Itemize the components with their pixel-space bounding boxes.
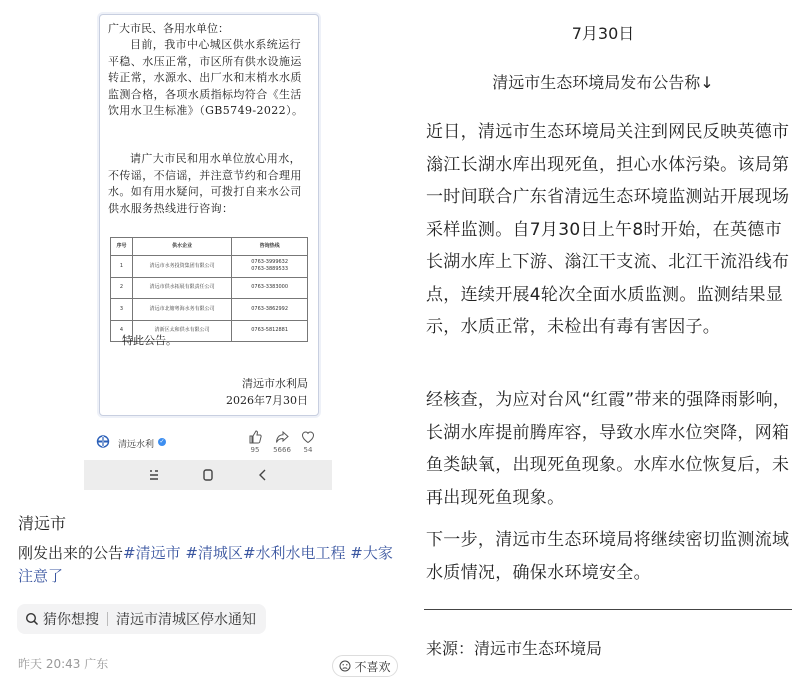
- related-search-pill[interactable]: [17, 604, 266, 634]
- post-meta: 昨天 20:43 广东: [18, 657, 109, 671]
- hashtag-link[interactable]: #水利水电工程: [242, 544, 346, 562]
- article-headline: 清远市生态环境局发布公告称↓: [492, 73, 714, 92]
- article-paragraph-1: 近日，清远市生态环境局关注到网民反映英德市滃江长湖水库出现死鱼，担心水体污染。该局第一时间联合广东省清远生态环境监测站开展现场采样监测。自7月30日上午8时开始，在英德市长湖水库上下游、滃江干支流、北江干流沿线布点，连续开展4轮次全面水质监测。监测结果显示，水质正常，未检出有毒有害因子。: [426, 122, 790, 337]
- post-author[interactable]: 清远市: [18, 514, 67, 533]
- table-cell-company: 清新区太和供水有限公司: [132, 320, 231, 342]
- dislike-button[interactable]: [332, 655, 398, 677]
- hashtag-link[interactable]: #大家注意了: [18, 544, 393, 585]
- search-query: 清远市清城区停水通知: [116, 612, 256, 628]
- table-cell-hotline: 0763-3862992: [232, 299, 308, 321]
- table-header: 序号: [111, 238, 133, 256]
- search-icon: [25, 612, 39, 626]
- table-cell-hotline: 0763-3383000: [232, 277, 308, 299]
- home-icon[interactable]: [200, 467, 216, 483]
- back-icon[interactable]: [255, 467, 271, 483]
- recent-apps-icon[interactable]: [146, 467, 162, 483]
- like-button[interactable]: [243, 430, 267, 454]
- table-header: 咨询热线: [232, 238, 308, 256]
- table-cell-no: 3: [111, 299, 133, 321]
- hashtag-link[interactable]: #清城区: [180, 544, 243, 562]
- dislike-label: 不喜欢: [354, 659, 391, 674]
- table-row: [111, 277, 308, 299]
- like-count: 95: [250, 446, 260, 454]
- notice-date: 2026年7月30日: [226, 394, 308, 407]
- table-row: [111, 299, 308, 321]
- table-cell-hotline: 0763-5812881: [232, 320, 308, 342]
- sad-face-icon: [339, 660, 351, 672]
- article-paragraph-2: 经核查，为应对台风“红霞”带来的强降雨影响，长湖水库提前腾库容，导致水库水位突降，网箱鱼类缺氧，出现死鱼现象。水库水位恢复后，未再出现死鱼现象。: [426, 390, 791, 508]
- share-button[interactable]: [270, 430, 294, 454]
- divider: [424, 609, 792, 610]
- article-panel: [406, 0, 800, 678]
- table-cell-no: 2: [111, 277, 133, 299]
- notice-body-2: 请广大市民和用水单位放心用水，不传谣，不信谣，并注意节约和合理用水。如有用水疑问，可拨打自来水公司供水服务热线进行咨询：: [108, 152, 302, 215]
- table-cell-company: 清远市北塘粤海水务有限公司: [132, 299, 231, 321]
- verified-badge-icon: ✓: [159, 438, 165, 445]
- table-cell-no: 1: [111, 256, 133, 278]
- table-header: 供水企业: [132, 238, 231, 256]
- table-cell-hotline: 0763-3999632 0763-3889533: [232, 256, 308, 278]
- article-date: 7月30日: [571, 24, 635, 43]
- search-label: 猜你想搜: [43, 612, 99, 628]
- table-cell-company: 清远市水务投资集团有限公司: [132, 256, 231, 278]
- post-text: [18, 542, 403, 588]
- notice-image[interactable]: [99, 14, 319, 416]
- table-cell-no: 4: [111, 320, 133, 342]
- notice-greeting: 广大市民、各用水单位：: [108, 22, 229, 35]
- article-paragraph-3: 下一步，清远市生态环境局将继续密切监测流域水质情况，确保水环境安全。: [426, 530, 790, 583]
- account-name[interactable]: 清远水利: [118, 440, 155, 450]
- hotline-table: [110, 237, 308, 342]
- notice-body-1: 目前，我市中心城区供水系统运行平稳、水压正常，市区所有供水设施运转正常，水源水、出厂水和末梢水水质监测合格，各项水质指标均符合《生活饮用水卫生标准》（GB5749-2022）。: [108, 38, 304, 117]
- notice-closing: 特此公告。: [122, 334, 177, 347]
- thumbs-up-icon: [248, 430, 262, 444]
- share-arrow-icon: [275, 430, 289, 444]
- favorite-count: 54: [303, 446, 313, 454]
- post-text-plain: 刚发出来的公告: [18, 544, 124, 562]
- hashtag-link[interactable]: #清远市: [123, 544, 181, 562]
- favorite-button[interactable]: [296, 430, 320, 454]
- heart-icon: [301, 430, 315, 444]
- water-bureau-logo-icon[interactable]: [94, 435, 112, 448]
- account-bar: [84, 424, 332, 458]
- article-source: 来源：清远市生态环境局: [426, 639, 603, 658]
- notice-signature: 清远市水利局: [242, 377, 308, 390]
- table-row: [111, 256, 308, 278]
- table-cell-company: 清远市供水拓展有限责任公司: [132, 277, 231, 299]
- share-count: 5666: [273, 446, 291, 454]
- divider: [107, 612, 108, 626]
- android-nav-bar: [84, 460, 332, 490]
